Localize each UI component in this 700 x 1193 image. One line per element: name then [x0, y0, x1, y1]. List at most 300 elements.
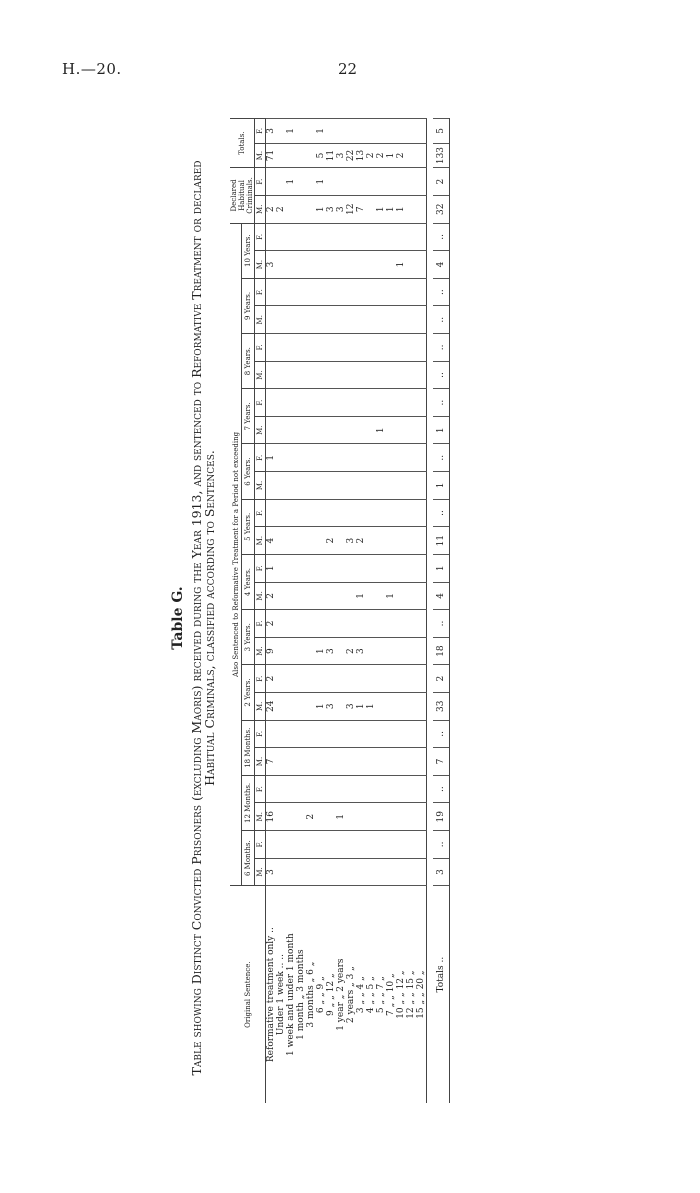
table-cell	[346, 251, 356, 279]
table-cell	[296, 692, 306, 720]
table-cell	[406, 168, 416, 196]
table-cell	[406, 803, 416, 831]
table-cell	[306, 251, 316, 279]
table-cell	[386, 168, 396, 196]
table-cell	[266, 720, 277, 748]
table-cell	[376, 748, 386, 776]
table-cell	[286, 334, 296, 362]
table-cell	[286, 748, 296, 776]
female-header: F.	[255, 775, 266, 803]
table-cell	[346, 665, 356, 693]
table-cell	[326, 748, 336, 776]
table-cell	[396, 472, 406, 500]
totals-cell: ..	[433, 775, 450, 803]
table-cell	[346, 444, 356, 472]
table-cell	[406, 858, 416, 886]
table-cell: 2	[276, 195, 286, 223]
table-cell	[406, 416, 416, 444]
totals-cell: 7	[433, 748, 450, 776]
row-label: 1 week and under 1 month	[286, 886, 296, 1103]
period-header: 2 Years.	[242, 665, 255, 720]
table-cell	[326, 831, 336, 859]
table-cell	[396, 389, 406, 417]
totals-cell: 18	[433, 637, 450, 665]
table-cell	[356, 119, 366, 144]
table-cell	[296, 831, 306, 859]
table-cell	[416, 389, 427, 417]
table-cell	[396, 582, 406, 610]
table-cell	[416, 168, 427, 196]
table-cell	[346, 610, 356, 638]
table-cell	[416, 720, 427, 748]
table-cell	[366, 665, 376, 693]
table-cell	[396, 858, 406, 886]
table-cell	[406, 361, 416, 389]
table-cell	[306, 665, 316, 693]
table-cell	[286, 582, 296, 610]
table-cell	[346, 582, 356, 610]
female-header: F.	[255, 554, 266, 582]
table-cell	[386, 278, 396, 306]
table-cell	[366, 119, 376, 144]
table-cell	[306, 416, 316, 444]
table-cell	[386, 637, 396, 665]
male-header: M.	[255, 306, 266, 334]
male-header: M.	[255, 748, 266, 776]
table-cell	[286, 527, 296, 555]
table-cell: 2	[346, 637, 356, 665]
totals-cell: ..	[433, 720, 450, 748]
female-header: F.	[255, 610, 266, 638]
table-cell	[346, 389, 356, 417]
table-cell	[336, 251, 346, 279]
table-cell	[356, 444, 366, 472]
table-cell	[316, 665, 326, 693]
table-cell: 11	[326, 143, 336, 168]
table-cell	[336, 223, 346, 251]
table-cell	[396, 692, 406, 720]
table-cell: 1	[266, 554, 277, 582]
table-cell	[296, 251, 306, 279]
table-cell: 2	[356, 527, 366, 555]
row-label: 12 „ „ 15 „	[406, 886, 416, 1103]
table-cell	[376, 119, 386, 144]
table-cell	[346, 168, 356, 196]
table-cell	[376, 610, 386, 638]
table-cell	[286, 306, 296, 334]
totals-label: Totals ..	[433, 886, 450, 1103]
female-header: F.	[255, 278, 266, 306]
table-cell	[416, 416, 427, 444]
female-header: F.	[255, 665, 266, 693]
table-cell	[336, 665, 346, 693]
table-cell	[366, 582, 376, 610]
page-header-code: H.—20.	[62, 60, 122, 78]
table-cell	[336, 119, 346, 144]
table-cell	[306, 361, 316, 389]
table-cell	[376, 251, 386, 279]
table-cell	[326, 665, 336, 693]
table-cell	[286, 665, 296, 693]
table-cell	[346, 278, 356, 306]
table-cell	[406, 720, 416, 748]
table-cell	[376, 692, 386, 720]
table-cell	[316, 251, 326, 279]
table-cell	[316, 416, 326, 444]
table-cell	[316, 499, 326, 527]
table-cell	[346, 720, 356, 748]
table-cell	[266, 499, 277, 527]
totals-header: Totals.	[230, 119, 255, 168]
table-cell	[306, 692, 316, 720]
female-header: F.	[255, 499, 266, 527]
table-cell	[366, 858, 376, 886]
table-cell	[326, 416, 336, 444]
table-cell	[336, 858, 346, 886]
table-cell	[406, 831, 416, 859]
male-header: M.	[255, 858, 266, 886]
table-cell	[316, 831, 326, 859]
table-cell	[396, 665, 406, 693]
table-cell: 1	[376, 195, 386, 223]
table-cell	[406, 665, 416, 693]
table-cell	[356, 720, 366, 748]
table-cell	[326, 334, 336, 362]
table-cell	[286, 361, 296, 389]
table-cell	[336, 278, 346, 306]
table-cell	[416, 195, 427, 223]
totals-cell: 1	[433, 472, 450, 500]
table-row	[316, 119, 326, 1104]
table-cell	[416, 223, 427, 251]
table-cell	[276, 775, 286, 803]
table-cell: 1	[366, 692, 376, 720]
table-cell	[396, 416, 406, 444]
female-header: F.	[255, 223, 266, 251]
table-cell: 2	[266, 665, 277, 693]
table-cell	[336, 334, 346, 362]
table-row	[386, 119, 396, 1104]
table-cell	[406, 389, 416, 417]
table-cell: 3	[336, 143, 346, 168]
table-cell	[316, 306, 326, 334]
table-cell	[296, 472, 306, 500]
table-cell	[356, 858, 366, 886]
totals-cell: ..	[433, 444, 450, 472]
table-cell	[366, 389, 376, 417]
table-cell	[286, 389, 296, 417]
table-cell	[336, 582, 346, 610]
period-header: 18 Months.	[242, 720, 255, 775]
page-number: 22	[338, 60, 358, 78]
table-cell	[346, 119, 356, 144]
table-cell	[336, 472, 346, 500]
table-cell	[346, 416, 356, 444]
table-cell	[276, 858, 286, 886]
table-cell	[306, 306, 316, 334]
male-header: M.	[255, 195, 266, 223]
table-cell	[346, 831, 356, 859]
table-cell	[346, 554, 356, 582]
table-cell	[356, 168, 366, 196]
table-cell: 1	[386, 143, 396, 168]
period-header: 6 Months.	[242, 831, 255, 886]
table-cell	[286, 775, 296, 803]
table-cell	[336, 306, 346, 334]
table-cell	[366, 168, 376, 196]
female-header: F.	[255, 168, 266, 196]
table-cell	[266, 416, 277, 444]
table-cell: 2	[396, 143, 406, 168]
table-cell	[306, 637, 316, 665]
table-cell	[326, 472, 336, 500]
female-header: F.	[255, 389, 266, 417]
table-cell	[376, 306, 386, 334]
table-cell	[276, 582, 286, 610]
female-header: F.	[255, 444, 266, 472]
table-cell	[406, 748, 416, 776]
table-cell	[336, 610, 346, 638]
table-cell	[326, 554, 336, 582]
table-cell	[306, 610, 316, 638]
table-cell	[416, 858, 427, 886]
table-cell	[366, 334, 376, 362]
row-label: 1 year „ 2 years	[336, 886, 346, 1103]
table-cell	[356, 831, 366, 859]
period-header: 8 Years.	[242, 334, 255, 389]
table-cell	[356, 554, 366, 582]
table-cell	[266, 223, 277, 251]
table-cell	[406, 499, 416, 527]
table-cell	[306, 278, 316, 306]
table-cell	[316, 775, 326, 803]
table-cell: 3	[336, 195, 346, 223]
table-cell	[296, 306, 306, 334]
table-cell	[416, 637, 427, 665]
table-cell: 3	[326, 637, 336, 665]
table-cell: 1	[396, 251, 406, 279]
table-cell	[406, 143, 416, 168]
totals-cell: 2	[433, 168, 450, 196]
table-cell	[266, 389, 277, 417]
table-cell	[266, 775, 277, 803]
table-cell	[286, 499, 296, 527]
table-cell	[396, 720, 406, 748]
table-cell	[396, 361, 406, 389]
table-cell	[276, 334, 286, 362]
table-cell: 1	[356, 582, 366, 610]
table-cell: 1	[286, 168, 296, 196]
table-cell: 7	[356, 195, 366, 223]
table-cell	[276, 306, 286, 334]
table-cell	[406, 119, 416, 144]
period-header: 7 Years.	[242, 389, 255, 444]
table-cell	[286, 858, 296, 886]
table-cell	[306, 582, 316, 610]
table-cell: 3	[346, 527, 356, 555]
table-cell	[286, 720, 296, 748]
table-cell	[416, 499, 427, 527]
table-cell	[416, 278, 427, 306]
table-cell	[306, 858, 316, 886]
table-cell	[316, 720, 326, 748]
table-cell	[376, 278, 386, 306]
table-cell: 1	[316, 637, 326, 665]
totals-cell: 32	[433, 195, 450, 223]
table-cell	[326, 361, 336, 389]
declared-habitual-header: Declared Habitual Criminals.	[230, 168, 255, 223]
table-cell	[286, 472, 296, 500]
table-title-line-1: Table showing Distinct Convicted Prisoners (excluding Maoris) received during the Year 1913, and sentenced to Reformative Treatment or declared	[189, 160, 204, 1076]
table-cell	[316, 582, 326, 610]
reformative-period-group-header: Also Sentenced to Reformative Treatment for a Period not exceeding	[230, 223, 242, 886]
table-cell	[406, 223, 416, 251]
table-title-line-2: Habitual Criminals, classified according to Sentences.	[202, 450, 217, 786]
table-cell	[376, 554, 386, 582]
table-row	[266, 119, 277, 1104]
table-cell	[416, 251, 427, 279]
totals-cell: ..	[433, 278, 450, 306]
table-cell	[326, 223, 336, 251]
table-row	[306, 119, 316, 1104]
period-header: 5 Years.	[242, 499, 255, 554]
table-cell	[296, 361, 306, 389]
table-cell	[386, 444, 396, 472]
table-cell	[376, 665, 386, 693]
table-cell	[276, 472, 286, 500]
table-cell	[286, 444, 296, 472]
table-cell	[346, 334, 356, 362]
table-cell	[296, 119, 306, 144]
period-header: 10 Years.	[242, 223, 255, 278]
table-cell	[336, 637, 346, 665]
male-header: M.	[255, 416, 266, 444]
table-cell	[346, 775, 356, 803]
table-cell	[336, 775, 346, 803]
table-cell	[366, 195, 376, 223]
table-cell	[386, 527, 396, 555]
table-cell	[416, 582, 427, 610]
table-cell	[366, 278, 376, 306]
table-cell	[366, 803, 376, 831]
table-cell: 16	[266, 803, 277, 831]
table-cell	[366, 223, 376, 251]
table-cell	[316, 527, 326, 555]
table-cell: 1	[316, 168, 326, 196]
table-cell	[396, 444, 406, 472]
table-cell	[326, 775, 336, 803]
table-cell	[296, 665, 306, 693]
totals-cell: 133	[433, 143, 450, 168]
table-cell	[336, 416, 346, 444]
table-cell	[366, 831, 376, 859]
table-row	[276, 119, 286, 1104]
table-cell	[356, 775, 366, 803]
table-cell: 2	[266, 610, 277, 638]
table-cell	[366, 748, 376, 776]
table-cell	[376, 499, 386, 527]
table-cell	[346, 306, 356, 334]
totals-row	[433, 119, 450, 1104]
table-cell: 1	[316, 195, 326, 223]
table-cell	[296, 610, 306, 638]
table-cell: 3	[326, 195, 336, 223]
table-cell	[306, 748, 316, 776]
table-cell	[406, 195, 416, 223]
table-cell	[286, 251, 296, 279]
table-cell	[296, 748, 306, 776]
male-header: M.	[255, 361, 266, 389]
table-cell	[266, 168, 277, 196]
table-cell	[316, 610, 326, 638]
table-cell	[266, 334, 277, 362]
row-label: 7 „ „ 10 „	[386, 886, 396, 1103]
table-cell	[416, 775, 427, 803]
table-cell	[396, 499, 406, 527]
table-cell	[356, 251, 366, 279]
table-cell: 2	[376, 143, 386, 168]
table-cell	[316, 361, 326, 389]
table-cell	[306, 554, 316, 582]
table-cell	[296, 858, 306, 886]
table-cell	[386, 803, 396, 831]
table-cell	[296, 143, 306, 168]
table-cell	[376, 472, 386, 500]
table-cell	[296, 168, 306, 196]
table-cell	[296, 416, 306, 444]
table-cell	[366, 554, 376, 582]
totals-cell: 4	[433, 582, 450, 610]
period-header: 9 Years.	[242, 278, 255, 333]
table-cell	[306, 444, 316, 472]
table-cell	[396, 610, 406, 638]
table-cell	[396, 554, 406, 582]
totals-cell: ..	[433, 499, 450, 527]
table-cell	[416, 306, 427, 334]
table-cell: 13	[356, 143, 366, 168]
table-cell	[406, 582, 416, 610]
totals-cell: ..	[433, 361, 450, 389]
totals-cell: ..	[433, 831, 450, 859]
totals-cell: ..	[433, 389, 450, 417]
table-cell	[276, 143, 286, 168]
table-cell	[276, 251, 286, 279]
table-cell: 2	[266, 582, 277, 610]
table-cell	[376, 334, 386, 362]
table-cell	[366, 527, 376, 555]
table-cell	[276, 389, 286, 417]
table-cell	[386, 858, 396, 886]
table-cell	[366, 306, 376, 334]
row-label: 15 „ „ 20 „	[416, 886, 427, 1103]
female-header: F.	[255, 334, 266, 362]
table-cell	[346, 499, 356, 527]
table-cell	[346, 748, 356, 776]
table-cell	[286, 554, 296, 582]
table-cell	[356, 389, 366, 417]
table-cell	[346, 472, 356, 500]
table-cell	[376, 582, 386, 610]
period-header: 4 Years.	[242, 554, 255, 609]
table-cell	[276, 168, 286, 196]
table-cell	[356, 334, 366, 362]
table-cell	[406, 306, 416, 334]
table-cell	[376, 720, 386, 748]
row-label: 10 „ „ 12 „	[396, 886, 406, 1103]
table-cell	[316, 334, 326, 362]
table-row	[396, 119, 406, 1104]
table-cell	[386, 119, 396, 144]
